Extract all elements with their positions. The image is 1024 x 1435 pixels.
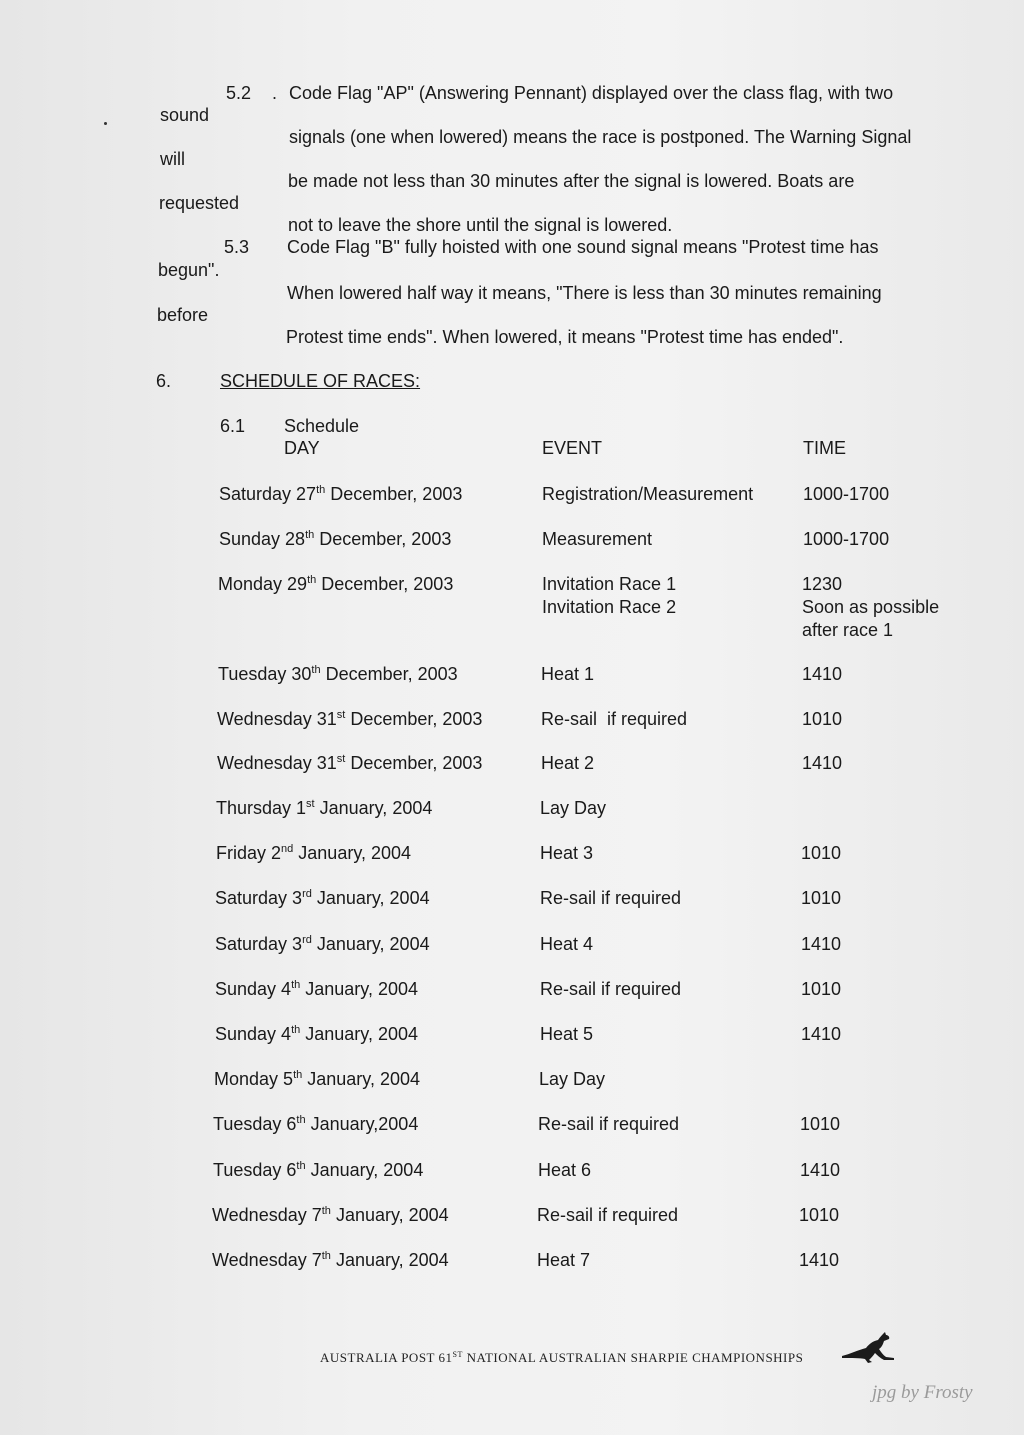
- row-time: 1410: [802, 664, 843, 684]
- schedule-row: [0, 797, 1024, 841]
- schedule-row: [0, 1113, 1024, 1157]
- row-day: Wednesday 31st December, 2003: [217, 709, 483, 729]
- schedule-row: [0, 1249, 1024, 1293]
- schedule-row: [0, 752, 1024, 796]
- row-event: Heat 7: [537, 1250, 591, 1270]
- row-time: 1010: [801, 979, 842, 999]
- row-day: Wednesday 7th January, 2004: [212, 1250, 449, 1270]
- footer-championship-title: AUSTRALIA POST 61ST NATIONAL AUSTRALIAN SHARPIE CHAMPIONSHIPS: [320, 1350, 804, 1365]
- row-time: 1000-1700: [803, 529, 890, 549]
- row-day: Tuesday 30th December, 2003: [218, 664, 458, 684]
- row-day: Friday 2nd January, 2004: [216, 843, 412, 863]
- para-5-2-line-4: not to leave the shore until the signal is lowered.: [288, 215, 673, 235]
- schedule-row: [0, 1159, 1024, 1203]
- schedule-row: [0, 528, 1024, 572]
- row-event: Re-sail if required: [541, 709, 688, 729]
- schedule-row: [0, 1023, 1024, 1067]
- row-day: Saturday 3rd January, 2004: [215, 888, 430, 908]
- section-6-number: 6.: [156, 371, 172, 391]
- schedule-row: [0, 978, 1024, 1022]
- row-event: Registration/Measurement: [542, 484, 754, 504]
- row-event: Heat 6: [538, 1160, 592, 1180]
- header-day: DAY: [284, 438, 320, 458]
- para-5-3-line-1: Code Flag "B" fully hoisted with one sound signal means "Protest time has: [287, 237, 879, 257]
- para-5-2-hang-1: sound: [160, 105, 210, 125]
- row-event: Lay Day: [540, 798, 607, 818]
- schedule-row: [0, 1068, 1024, 1112]
- row-day: Sunday 4th January, 2004: [215, 1024, 418, 1044]
- schedule-row: [0, 842, 1024, 886]
- para-5-2-hang-3: requested: [159, 193, 240, 213]
- row-day: Sunday 4th January, 2004: [215, 979, 418, 999]
- row-event-2: Invitation Race 2: [542, 597, 677, 617]
- row-time: 1410: [801, 1024, 842, 1044]
- row-time: 1010: [800, 1114, 841, 1134]
- row-event: Heat 4: [540, 934, 594, 954]
- row-day: Tuesday 6th January, 2004: [213, 1160, 424, 1180]
- row-day: Sunday 28th December, 2003: [219, 529, 452, 549]
- row-event: Heat 2: [541, 753, 595, 773]
- row-event: Measurement: [542, 529, 653, 549]
- para-5-2-dot: .: [272, 83, 278, 103]
- subsection-6-1-number: 6.1: [220, 416, 246, 436]
- row-day: Wednesday 31st December, 2003: [217, 753, 483, 773]
- row-time: 1000-1700: [803, 484, 890, 504]
- row-time: 1410: [801, 934, 842, 954]
- row-time: 1010: [801, 843, 842, 863]
- kangaroo-icon: [838, 1330, 898, 1366]
- row-day: Saturday 27th December, 2003: [219, 484, 463, 504]
- para-5-2-number: 5.2: [226, 83, 252, 103]
- row-event: Heat 1: [541, 664, 595, 684]
- para-5-3-number: 5.3: [224, 237, 250, 257]
- para-5-3-line-2: When lowered half way it means, "There is less than 30 minutes remaining: [287, 283, 882, 303]
- para-5-3-hang-2: before: [157, 305, 209, 325]
- schedule-row: [0, 708, 1024, 752]
- subsection-6-1-title: Schedule: [284, 416, 360, 436]
- schedule-row: [0, 483, 1024, 527]
- schedule-row: [0, 573, 1024, 643]
- row-day: Tuesday 6th January,2004: [213, 1114, 419, 1134]
- header-event: EVENT: [542, 438, 603, 458]
- row-event: Heat 3: [540, 843, 594, 863]
- row-event: Re-sail if required: [540, 888, 682, 908]
- schedule-row: [0, 663, 1024, 707]
- row-time-3: after race 1: [802, 620, 894, 640]
- row-time: 1410: [799, 1250, 840, 1270]
- row-time: 1410: [800, 1160, 841, 1180]
- schedule-row: [0, 933, 1024, 977]
- section-6-title: SCHEDULE OF RACES:: [220, 371, 421, 391]
- row-day: Wednesday 7th January, 2004: [212, 1205, 449, 1225]
- row-time: 1410: [802, 753, 843, 773]
- row-time-2: Soon as possible: [802, 597, 940, 617]
- para-5-2-line-1: Code Flag "AP" (Answering Pennant) displayed over the class flag, with two: [289, 83, 894, 103]
- row-time: 1010: [801, 888, 842, 908]
- row-event: Re-sail if required: [538, 1114, 680, 1134]
- para-5-3-hang-1: begun".: [158, 260, 220, 280]
- para-5-3-line-3: Protest time ends". When lowered, it means "Protest time has ended".: [286, 327, 844, 347]
- row-time: 1230: [802, 574, 843, 594]
- image-credit: jpg by Frosty: [872, 1382, 973, 1403]
- row-time: 1010: [802, 709, 843, 729]
- row-event: Heat 5: [540, 1024, 594, 1044]
- row-event: Re-sail if required: [540, 979, 682, 999]
- row-event: Lay Day: [539, 1069, 606, 1089]
- row-event: Invitation Race 1: [542, 574, 677, 594]
- para-5-2-hang-2: will: [160, 149, 185, 169]
- schedule-row: [0, 1204, 1024, 1248]
- row-day: Thursday 1st January, 2004: [216, 798, 433, 818]
- header-time: TIME: [803, 438, 846, 458]
- para-5-2-line-2: signals (one when lowered) means the race is postponed. The Warning Signal: [289, 127, 912, 147]
- bullet-mark: [104, 122, 107, 125]
- row-day: Saturday 3rd January, 2004: [215, 934, 430, 954]
- row-event: Re-sail if required: [537, 1205, 679, 1225]
- para-5-2-line-3: be made not less than 30 minutes after the signal is lowered. Boats are: [288, 171, 855, 191]
- row-day: Monday 5th January, 2004: [214, 1069, 420, 1089]
- schedule-row: [0, 887, 1024, 931]
- row-time: 1010: [799, 1205, 840, 1225]
- row-day: Monday 29th December, 2003: [218, 574, 454, 594]
